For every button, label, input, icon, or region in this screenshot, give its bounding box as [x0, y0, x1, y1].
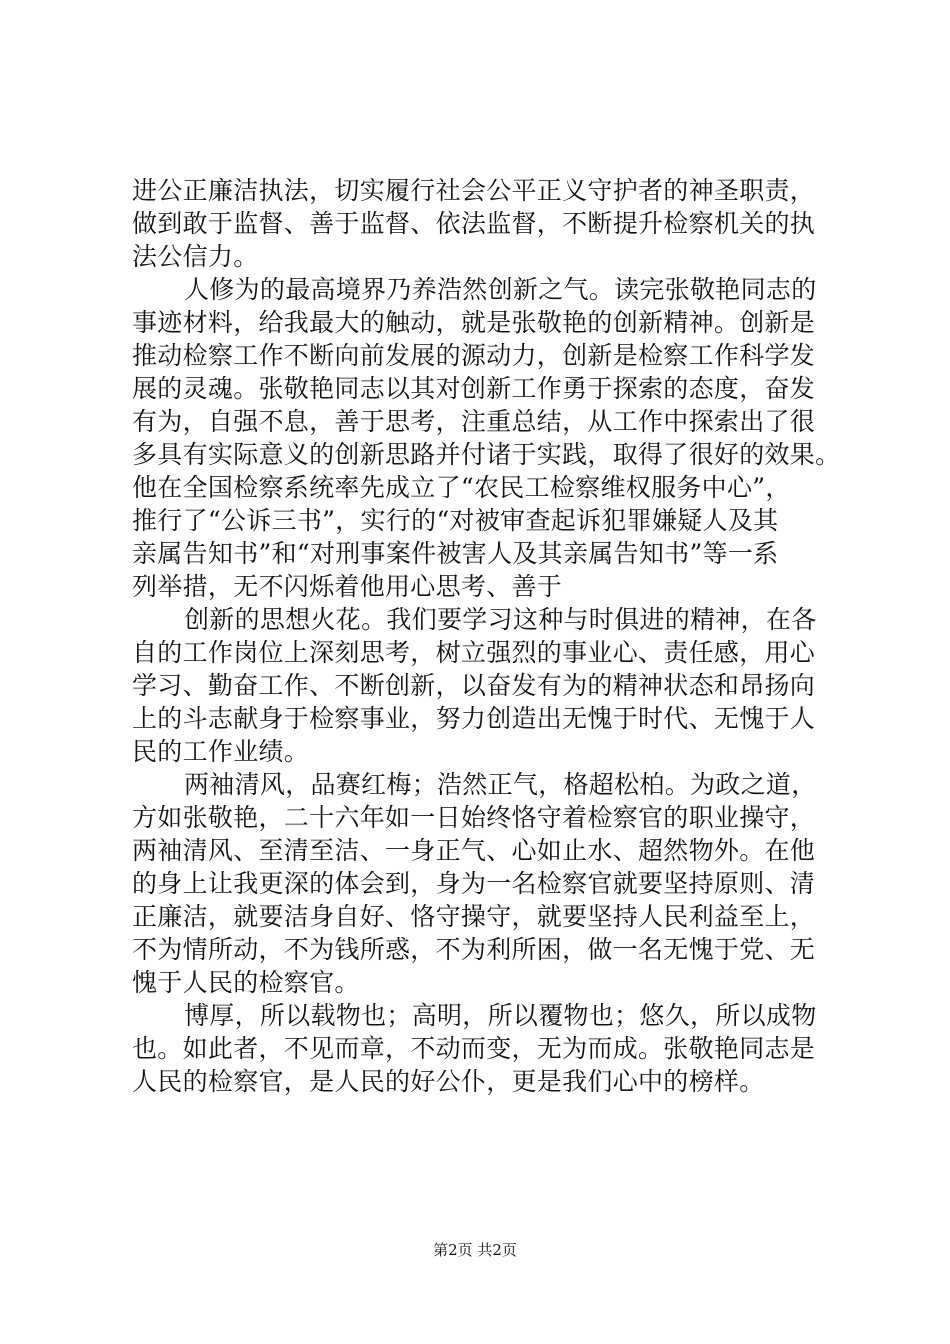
text-line: 他在全国检察系统率先成立了“农民工检察维权服务中心”，: [132, 473, 791, 502]
text-line: 不为情所动，不为钱所惑，不为利所困，做一名无愧于党、无: [132, 935, 816, 964]
text-line: 推动检察工作不断向前发展的源动力，创新是检察工作科学发: [132, 341, 816, 370]
text-line: 方如张敬艳，二十六年如一日始终恪守着检察官的职业操守，: [132, 803, 816, 832]
page-number-footer: 第2页 共2页: [433, 1241, 517, 1259]
text-line: 自的工作岗位上深刻思考，树立强烈的事业心、责任感，用心: [132, 638, 816, 667]
document-body: [132, 174, 841, 1098]
text-line: 多具有实际意义的创新思路并付诸于实践，取得了很好的效果。: [132, 440, 841, 469]
text-line: 也。如此者，不见而章，不动而变，无为而成。张敬艳同志是: [132, 1034, 816, 1063]
text-line: 民的工作业绩。: [132, 737, 310, 766]
text-line: 学习、勤奋工作、不断创新，以奋发有为的精神状态和昂扬向: [132, 671, 816, 700]
text-line: 列举措，无不闪烁着他用心思考、善于: [132, 572, 563, 601]
paragraph-start-line: 两袖清风，品赛红梅；浩然正气，格超松柏。为政之道，: [184, 770, 817, 799]
text-line: 正廉洁，就要洁身自好、恪守操守，就要坚持人民利益至上，: [132, 902, 816, 931]
paragraph-start-line: 博厚，所以载物也；高明，所以覆物也；悠久，所以成物: [184, 1001, 817, 1030]
text-line: 展的灵魂。张敬艳同志以其对创新工作勇于探索的态度，奋发: [132, 374, 816, 403]
text-line: 上的斗志献身于检察事业，努力创造出无愧于时代、无愧于人: [132, 704, 816, 733]
text-line: 法公信力。: [132, 242, 259, 271]
text-line: 亲属告知书”和“对刑事案件被害人及其亲属告知书”等一系: [132, 539, 779, 568]
text-line: 有为，自强不息，善于思考，注重总结，从工作中探索出了很: [132, 407, 816, 436]
paragraph-start-line: 人修为的最高境界乃养浩然创新之气。读完张敬艳同志的: [184, 275, 817, 304]
text-line: 进公正廉洁执法，切实履行社会公平正义守护者的神圣职责，: [132, 176, 816, 205]
text-line: 人民的检察官，是人民的好公仆，更是我们心中的榜样。: [132, 1067, 765, 1096]
text-line: 推行了“公诉三书”，实行的“对被审查起诉犯罪嫌疑人及其: [132, 506, 779, 535]
text-line: 两袖清风、至清至洁、一身正气、心如止水、超然物外。在他: [132, 836, 816, 865]
paragraph-start-line: 创新的思想火花。我们要学习这种与时俱进的精神，在各: [184, 605, 817, 634]
text-line: 事迹材料，给我最大的触动，就是张敬艳的创新精神。创新是: [132, 308, 816, 337]
text-line: 愧于人民的检察官。: [132, 968, 360, 997]
text-line: 做到敢于监督、善于监督、依法监督，不断提升检察机关的执: [132, 209, 816, 238]
text-line: 的身上让我更深的体会到，身为一名检察官就要坚持原则、清: [132, 869, 816, 898]
